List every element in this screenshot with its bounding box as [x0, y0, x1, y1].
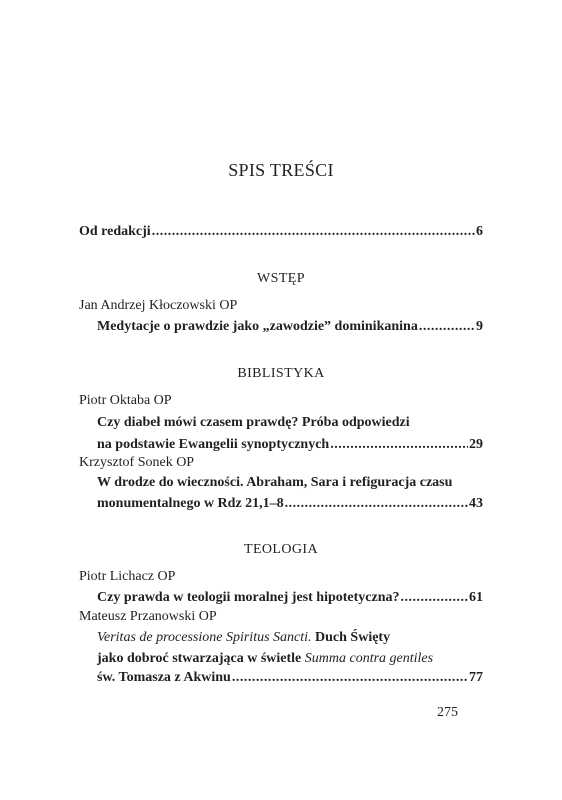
toc-entry-line[interactable]	[97, 630, 390, 646]
dot-leader	[330, 437, 468, 453]
author-name: Krzysztof Sonek OP	[79, 455, 195, 470]
toc-entry-label: Czy prawda w teologii moralnej jest hipotetyczna?	[97, 590, 400, 605]
section-heading-teologia: TEOLOGIA	[244, 542, 318, 557]
page-number: 275	[437, 705, 458, 720]
line-text: Duch Święty	[311, 630, 391, 645]
toc-entry-medytacje[interactable]	[97, 319, 483, 335]
line-text: jako dobroć stwarzająca w świetle	[97, 651, 305, 666]
toc-entry-page: 77	[469, 670, 483, 685]
toc-entry-label: monumentalnego w Rdz 21,1–8	[97, 496, 284, 511]
toc-entry-label: na podstawie Ewangelii synoptycznych	[97, 437, 330, 452]
italic-title: Veritas de processione Spiritus Sancti.	[97, 630, 312, 645]
toc-entry-line[interactable]	[97, 651, 433, 667]
toc-entry-label: św. Tomasza z Akwinu	[97, 670, 231, 685]
author-name: Piotr Oktaba OP	[79, 393, 172, 408]
toc-entry-diabel[interactable]	[97, 437, 483, 453]
dot-leader	[152, 224, 475, 240]
toc-entry-od-redakcji[interactable]	[79, 224, 483, 240]
toc-entry-label: Od redakcji	[79, 224, 151, 239]
italic-title: Summa contra gentiles	[304, 651, 434, 666]
author-name: Piotr Lichacz OP	[79, 569, 176, 584]
toc-entry-line[interactable]: W drodze do wieczności. Abraham, Sara i refiguracja czasu	[97, 475, 453, 490]
dot-leader	[401, 590, 468, 606]
author-name: Mateusz Przanowski OP	[79, 609, 217, 624]
toc-entry-page: 9	[476, 319, 483, 334]
toc-entry-line[interactable]: Czy diabeł mówi czasem prawdę? Próba odpowiedzi	[97, 415, 410, 430]
toc-entry-label: Medytacje o prawdzie jako „zawodzie” dominikanina	[97, 319, 418, 334]
toc-entry-page: 29	[469, 437, 483, 452]
page-title: SPIS TREŚCI	[228, 160, 334, 180]
toc-entry-czy-prawda[interactable]	[97, 590, 483, 606]
author-name: Jan Andrzej Kłoczowski OP	[79, 298, 238, 313]
toc-entry-page: 43	[469, 496, 483, 511]
section-heading-biblistyka: BIBLISTYKA	[237, 366, 325, 381]
toc-entry-page: 61	[469, 590, 483, 605]
dot-leader	[285, 496, 468, 512]
dot-leader	[419, 319, 475, 335]
dot-leader	[232, 670, 468, 686]
toc-entry-veritas[interactable]	[97, 670, 483, 686]
section-heading-wstep: WSTĘP	[257, 271, 305, 286]
toc-entry-page: 6	[476, 224, 483, 239]
toc-entry-w-drodze[interactable]	[97, 496, 483, 512]
